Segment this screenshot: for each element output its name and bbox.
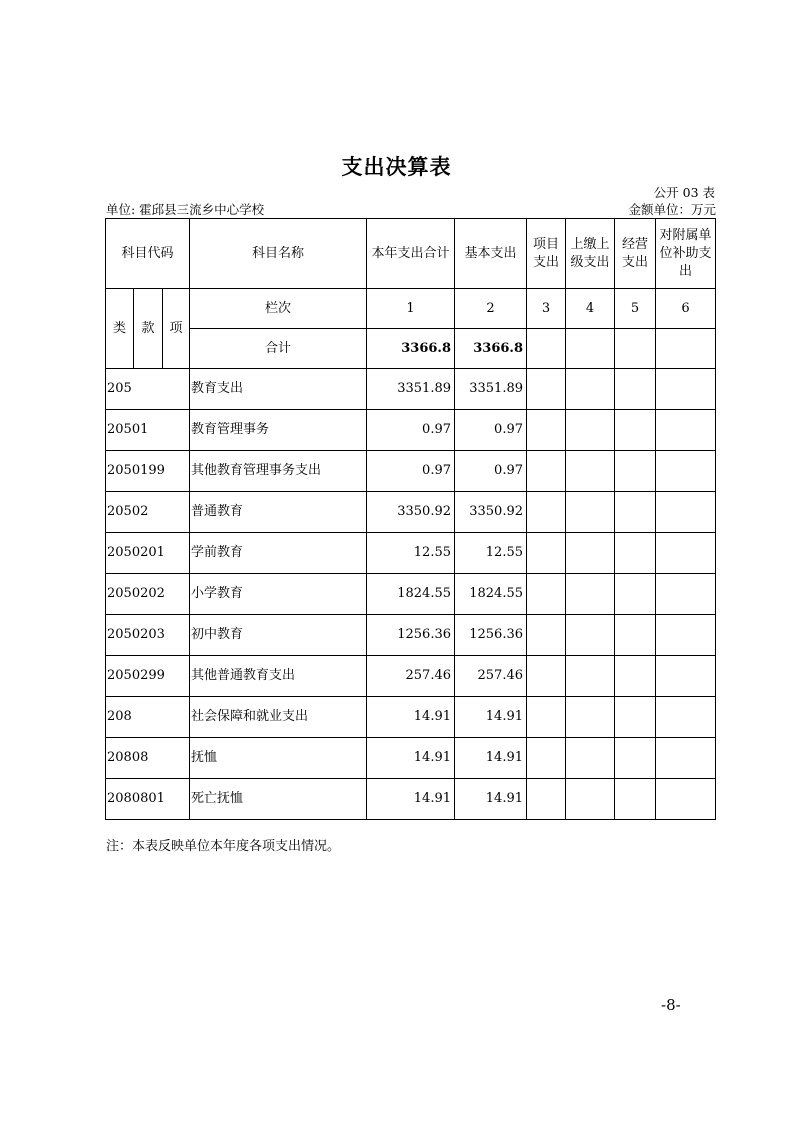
row-total: 0.97 [367, 410, 455, 451]
table-row [106, 574, 716, 615]
row-basic: 14.91 [455, 697, 527, 738]
empty-cell [566, 410, 615, 451]
unit-label: 单位: 霍邱县三流乡中心学校 [106, 202, 265, 217]
row-total: 3351.89 [367, 369, 455, 410]
empty-cell [615, 574, 656, 615]
column-number-row [106, 289, 716, 329]
row-name: 学前教育 [190, 533, 367, 574]
empty-cell [566, 574, 615, 615]
header-business: 经营支出 [615, 219, 656, 289]
row-total: 257.46 [367, 656, 455, 697]
row-total: 14.91 [367, 738, 455, 779]
empty-cell [656, 697, 716, 738]
row-total: 1256.36 [367, 615, 455, 656]
row-name: 初中教育 [190, 615, 367, 656]
column-number-4: 4 [566, 289, 615, 329]
empty-cell [656, 574, 716, 615]
table-row [106, 656, 716, 697]
empty-cell [656, 779, 716, 820]
empty-cell [615, 697, 656, 738]
row-basic: 1256.36 [455, 615, 527, 656]
header-row [106, 219, 716, 289]
empty-cell [566, 697, 615, 738]
empty-cell [615, 451, 656, 492]
row-code: 20808 [106, 738, 190, 779]
empty-cell [566, 656, 615, 697]
empty-cell [527, 779, 566, 820]
row-basic: 12.55 [455, 533, 527, 574]
empty-cell [615, 615, 656, 656]
expenditure-table [105, 218, 716, 820]
row-name: 小学教育 [190, 574, 367, 615]
row-name: 其他教育管理事务支出 [190, 451, 367, 492]
empty-cell [527, 697, 566, 738]
row-name: 其他普通教育支出 [190, 656, 367, 697]
row-name: 抚恤 [190, 738, 367, 779]
header-lei: 类 [106, 289, 134, 369]
header-upper: 上缴上级支出 [566, 219, 615, 289]
row-basic: 1824.55 [455, 574, 527, 615]
column-number-1: 1 [367, 289, 455, 329]
empty-cell [656, 656, 716, 697]
row-basic: 3351.89 [455, 369, 527, 410]
row-total: 1824.55 [367, 574, 455, 615]
header-code: 科目代码 [106, 219, 190, 289]
row-code: 2050199 [106, 451, 190, 492]
empty-cell [615, 410, 656, 451]
row-name: 社会保障和就业支出 [190, 697, 367, 738]
empty-cell [566, 451, 615, 492]
table-row [106, 410, 716, 451]
header-project: 项目支出 [527, 219, 566, 289]
empty-cell [527, 656, 566, 697]
table-row [106, 697, 716, 738]
header-name: 科目名称 [190, 219, 367, 289]
row-code: 2050203 [106, 615, 190, 656]
column-number-3: 3 [527, 289, 566, 329]
empty-cell [656, 329, 716, 369]
row-name: 死亡抚恤 [190, 779, 367, 820]
total-label: 合计 [190, 329, 367, 369]
empty-cell [656, 451, 716, 492]
page-title: 支出决算表 [341, 154, 452, 179]
row-code: 205 [106, 369, 190, 410]
empty-cell [615, 369, 656, 410]
total-row [106, 329, 716, 369]
table-row [106, 369, 716, 410]
empty-cell [656, 738, 716, 779]
total-amount: 3366.8 [367, 329, 455, 369]
row-name: 教育支出 [190, 369, 367, 410]
empty-cell [527, 451, 566, 492]
row-total: 14.91 [367, 697, 455, 738]
row-code: 2080801 [106, 779, 190, 820]
empty-cell [656, 615, 716, 656]
form-number: 公开 03 表 [653, 185, 715, 200]
header-subsidy: 对附属单位补助支出 [656, 219, 716, 289]
row-total: 0.97 [367, 451, 455, 492]
row-basic: 14.91 [455, 738, 527, 779]
empty-cell [566, 615, 615, 656]
table-row [106, 492, 716, 533]
table-row [106, 451, 716, 492]
empty-cell [656, 533, 716, 574]
empty-cell [615, 779, 656, 820]
table-row [106, 738, 716, 779]
row-basic: 257.46 [455, 656, 527, 697]
row-basic: 3350.92 [455, 492, 527, 533]
empty-cell [527, 492, 566, 533]
currency-label: 金额单位：万元 [628, 202, 716, 217]
empty-cell [615, 492, 656, 533]
column-number-6: 6 [656, 289, 716, 329]
empty-cell [656, 369, 716, 410]
total-basic: 3366.8 [455, 329, 527, 369]
empty-cell [527, 410, 566, 451]
table-row [106, 779, 716, 820]
empty-cell [527, 369, 566, 410]
header-kuan: 款 [134, 289, 163, 369]
table-row [106, 615, 716, 656]
row-code: 2050202 [106, 574, 190, 615]
empty-cell [615, 656, 656, 697]
row-code: 2050299 [106, 656, 190, 697]
row-name: 普通教育 [190, 492, 367, 533]
empty-cell [656, 492, 716, 533]
unit-row [106, 200, 716, 218]
footnote: 注：本表反映单位本年度各项支出情况。 [106, 839, 341, 854]
row-total: 14.91 [367, 779, 455, 820]
row-code: 208 [106, 697, 190, 738]
header-total: 本年支出合计 [367, 219, 455, 289]
row-code: 2050201 [106, 533, 190, 574]
empty-cell [527, 329, 566, 369]
row-basic: 0.97 [455, 451, 527, 492]
empty-cell [566, 533, 615, 574]
column-number-2: 2 [455, 289, 527, 329]
table-row [106, 533, 716, 574]
empty-cell [527, 615, 566, 656]
empty-cell [527, 738, 566, 779]
column-number-label: 栏次 [190, 289, 367, 329]
empty-cell [615, 533, 656, 574]
empty-cell [656, 410, 716, 451]
empty-cell [615, 738, 656, 779]
row-total: 3350.92 [367, 492, 455, 533]
row-basic: 14.91 [455, 779, 527, 820]
header-basic: 基本支出 [455, 219, 527, 289]
header-xiang: 项 [163, 289, 190, 369]
empty-cell [566, 779, 615, 820]
row-code: 20502 [106, 492, 190, 533]
empty-cell [527, 533, 566, 574]
row-code: 20501 [106, 410, 190, 451]
row-total: 12.55 [367, 533, 455, 574]
empty-cell [566, 329, 615, 369]
empty-cell [527, 574, 566, 615]
empty-cell [566, 369, 615, 410]
row-basic: 0.97 [455, 410, 527, 451]
empty-cell [615, 329, 656, 369]
row-name: 教育管理事务 [190, 410, 367, 451]
empty-cell [566, 492, 615, 533]
empty-cell [566, 738, 615, 779]
column-number-5: 5 [615, 289, 656, 329]
page-number: -8- [661, 996, 681, 1014]
